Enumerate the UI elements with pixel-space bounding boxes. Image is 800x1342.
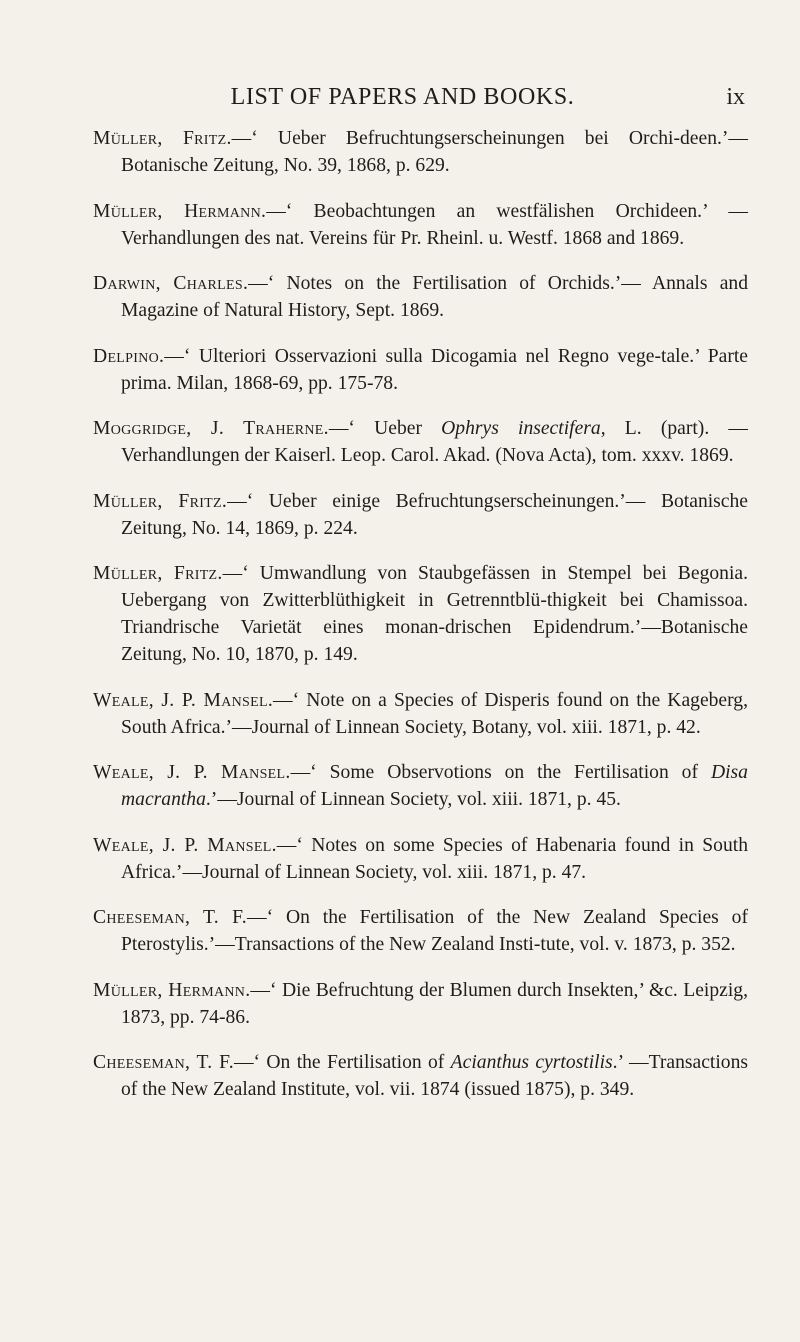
entry-text: .’—Journal of Linnean Society, vol. xiii. 1871, p. 45. bbox=[205, 789, 621, 810]
entry-text: —‘ Ueber bbox=[328, 418, 442, 439]
entry-text: .’ —Transactions of the New Zealand Institute, vol. vii. 1874 (issued 1875), p. 349. bbox=[121, 1052, 748, 1100]
entry-text: —‘ On the Fertilisation of bbox=[233, 1052, 451, 1073]
entry-author: Müller, Hermann. bbox=[93, 200, 267, 222]
entry-author: Müller, Fritz. bbox=[93, 490, 228, 512]
entry-author: Darwin, Charles. bbox=[93, 273, 249, 294]
bibliography-entry bbox=[93, 832, 748, 886]
entry-text: —‘ Umwandlung von Staubgefässen in Stempel bei Begonia. Uebergang von Zwitterblüthigkeit in Getrenntblü-thigkeit bei Chamissoa. Triandrische Varietät eines monan-drischen Epidendrum.’—Botanische Zeitung, No. 10, 1870, p. 149. bbox=[121, 563, 748, 665]
running-title: LIST OF PAPERS AND BOOKS. bbox=[230, 84, 575, 110]
bibliography-list bbox=[93, 125, 748, 1122]
entry-text: —‘ Ueber einige Befruchtungserscheinungen.’— Botanische Zeitung, No. 14, 1869, p. 224. bbox=[121, 490, 749, 539]
entry-text: , L. (part). —Verhandlungen der Kaiserl. Leop. Carol. Akad. (Nova Acta), tom. xxxv. 1869. bbox=[121, 418, 748, 466]
bibliography-entry bbox=[93, 270, 748, 324]
entry-author: Müller, Hermann. bbox=[93, 979, 251, 1001]
entry-text: —‘ Die Befruchtung der Blumen durch Insekten,’ &c. Leipzig, 1873, pp. 74-86. bbox=[121, 979, 748, 1028]
bibliography-entry bbox=[93, 198, 748, 252]
entry-text: —‘ Notes on the Fertilisation of Orchids.’— Annals and Magazine of Natural History, Sept. 1869. bbox=[121, 273, 748, 321]
bibliography-entry bbox=[93, 415, 748, 469]
entry-text: —‘ Ueber Befruchtungserscheinungen bei Orchi-deen.’—Botanische Zeitung, No. 39, 1868, p. 629. bbox=[121, 128, 749, 176]
entry-author: Delpino. bbox=[93, 345, 165, 367]
entry-author: Weale, J. P. Mansel. bbox=[93, 834, 277, 856]
entry-author: Weale, J. P. Mansel. bbox=[93, 689, 274, 711]
entry-text: —‘ Beobachtungen an westfälishen Orchideen.’ —Verhandlungen des nat. Vereins für Pr. Rheinl. u. Westf. 1868 and 1869. bbox=[121, 200, 748, 249]
page-header bbox=[60, 82, 745, 112]
entry-italic-title: Acianthus cyrtostilis bbox=[450, 1052, 613, 1073]
bibliography-entry bbox=[93, 977, 748, 1031]
bibliography-entry bbox=[93, 488, 748, 542]
entry-author: Müller, Fritz. bbox=[93, 128, 232, 149]
bibliography-entry bbox=[93, 125, 748, 179]
entry-italic-title: Ophrys insectifera bbox=[441, 418, 601, 439]
bibliography-entry bbox=[93, 904, 748, 958]
bibliography-entry bbox=[93, 687, 748, 741]
entry-text: —‘ Ulteriori Osservazioni sulla Dicogamia nel Regno vege-tale.’ Parte prima. Milan, 1868-69, pp. 175-78. bbox=[121, 345, 748, 394]
bibliography-entry bbox=[93, 759, 748, 813]
entry-author: Cheeseman, T. F. bbox=[93, 907, 247, 928]
entry-author: Müller, Fritz. bbox=[93, 563, 223, 584]
entry-author: Weale, J. P. Mansel. bbox=[93, 762, 291, 783]
bibliography-entry bbox=[93, 343, 748, 397]
entry-author: Cheeseman, T. F. bbox=[93, 1052, 234, 1073]
bibliography-entry bbox=[93, 560, 748, 668]
entry-italic-title: Disa macrantha bbox=[121, 762, 748, 810]
entry-text: —‘ Some Observotions on the Fertilisation of bbox=[290, 762, 711, 783]
bibliography-entry bbox=[93, 1049, 748, 1103]
entry-text: —‘ Notes on some Species of Habenaria found in South Africa.’—Journal of Linnean Society, vol. xiii. 1871, p. 47. bbox=[121, 834, 748, 883]
entry-author: Moggridge, J. Traherne. bbox=[93, 418, 329, 439]
entry-text: —‘ On the Fertilisation of the New Zealand Species of Pterostylis.’—Transactions of the New Zealand Insti-tute, vol. v. 1873, p. 352. bbox=[121, 907, 748, 955]
entry-text: —‘ Note on a Species of Disperis found on the Kageberg, South Africa.’—Journal of Linnean Society, Botany, vol. xiii. 1871, p. 42. bbox=[121, 689, 748, 738]
page-number: ix bbox=[726, 84, 745, 110]
